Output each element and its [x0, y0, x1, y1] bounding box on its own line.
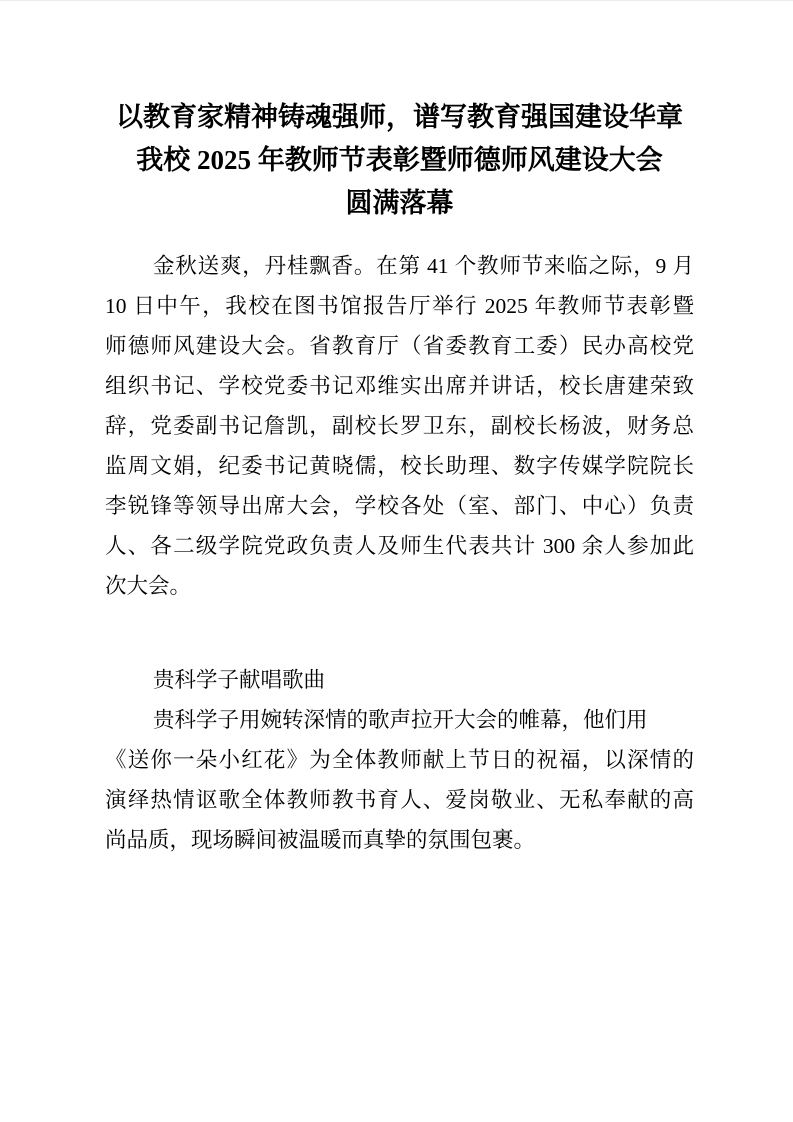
intro-paragraph: [105, 246, 694, 606]
document-title: [105, 96, 694, 225]
text-line: 人、各二级学院党政负责人及师生代表共计 300 余人参加此: [105, 534, 694, 558]
text-line: 尚品质，现场瞬间被温暖而真挚的氛围包裹。: [105, 828, 536, 852]
text-line: 贵科学子用婉转深情的歌声拉开大会的帷幕，他们用: [153, 708, 648, 732]
performance-heading: [105, 660, 694, 700]
text-line: 贵科学子献唱歌曲: [153, 668, 326, 692]
text-line: 李锐锋等领导出席大会，学校各处（室、部门、中心）负责: [105, 494, 694, 518]
title-line: 圆满落幕: [345, 188, 454, 218]
document-content: [105, 96, 694, 860]
text-line: 金秋送爽，丹桂飘香。在第 41 个教师节来临之际，9 月: [153, 254, 694, 278]
text-line: 《送你一朵小红花》为全体教师献上节日的祝福，以深情的: [105, 748, 694, 772]
text-line: 组织书记、学校党委书记邓维实出席并讲话，校长唐建荣致: [105, 374, 694, 398]
text-line: 演绎热情讴歌全体教师教书育人、爱岗敬业、无私奉献的高: [105, 788, 694, 812]
text-line: 监周文娟，纪委书记黄晓儒，校长助理、数字传媒学院院长: [105, 454, 694, 478]
title-line: 以教育家精神铸魂强师，谱写教育强国建设华章: [116, 102, 683, 132]
text-line: 10 日中午，我校在图书馆报告厅举行 2025 年教师节表彰暨: [105, 294, 694, 318]
text-line: 师德师风建设大会。省教育厅（省委教育工委）民办高校党: [105, 334, 694, 358]
text-line: 次大会。: [105, 574, 192, 598]
title-line: 我校 2025 年教师节表彰暨师德师风建设大会: [136, 145, 663, 175]
text-line: 辞，党委副书记詹凯，副校长罗卫东，副校长杨波，财务总: [105, 414, 694, 438]
document-body: [105, 246, 694, 860]
performance-paragraph: [105, 700, 694, 860]
